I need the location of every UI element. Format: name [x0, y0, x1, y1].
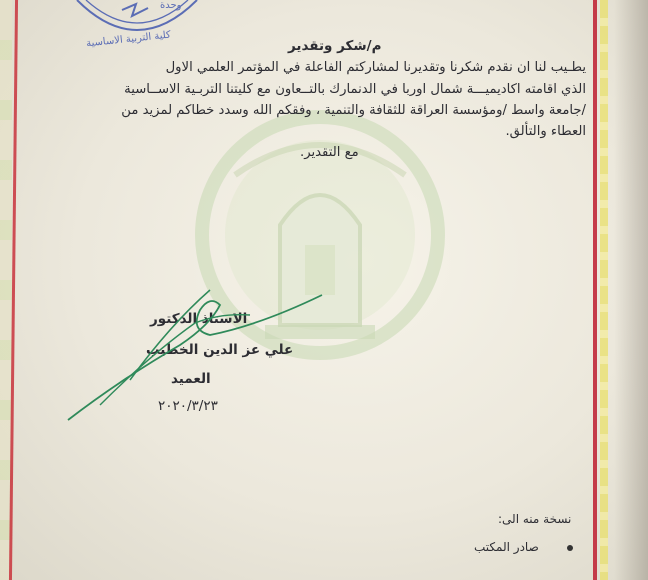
page-edge-shadow	[614, 0, 648, 580]
right-yellow-border	[600, 0, 608, 580]
body-line-1: يطـيب لنا ان نقدم شكرنا وتقديرنا لمشاركتم الفاعلة في المؤتمر العلمي الاول	[165, 60, 586, 75]
body-line-2: الذي اقامته اكاديميـــة شمال اوربا في الدنمارك بالتــعاون مع كليتنا التربـية الاســاسية	[124, 82, 586, 97]
body-line-3: /جامعة واسط /ومؤسسة العراقة للثقافة والتنمية ، وفقكم الله وسدد خطاكم لمزيد من	[121, 103, 586, 118]
right-red-border	[593, 0, 597, 580]
signature-date: ٢٠٢٠/٣/٢٣	[158, 398, 218, 414]
handwritten-signature-icon	[60, 285, 330, 430]
signature-position: العميد	[171, 371, 211, 387]
signature-name: علي عز الدين الخطيب	[146, 342, 294, 358]
subject-line: م/شكر وتقدير	[288, 38, 382, 54]
copies-label: نسخة منه الى:	[498, 512, 572, 526]
copies-item: صادر المكتب	[474, 540, 539, 554]
body-line-4: العطاء والتألق.	[505, 124, 586, 139]
stamp-header: وحدة	[160, 0, 182, 11]
bullet-icon	[567, 545, 573, 551]
signature-title: الاستاذ الدكتور	[150, 311, 248, 327]
college-stamp-icon	[72, 0, 202, 58]
closing-line: مع التقدير.	[300, 145, 359, 160]
stamp-text: كلية التربية الاساسية	[85, 29, 172, 50]
